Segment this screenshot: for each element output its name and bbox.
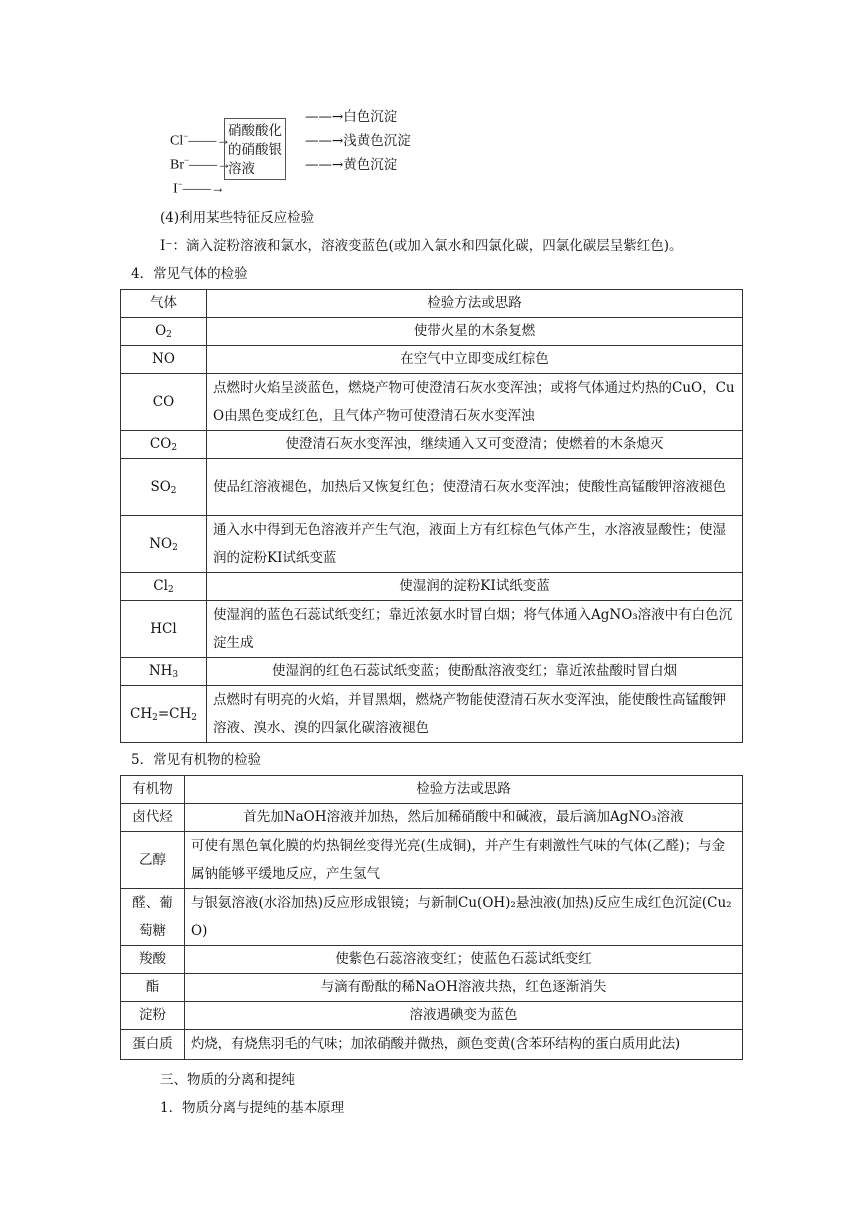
gas-formula: $NO_2$ bbox=[149, 535, 178, 553]
organic-cell: 醛、葡萄糖 bbox=[121, 889, 185, 946]
method-cell: 使品红溶液褪色，加热后又恢复红色；使澄清石灰水变浑浊；使酸性高锰酸钾溶液褪色 bbox=[207, 459, 743, 516]
method-cell: 灼烧，有烧焦羽毛的气味；加浓硝酸并微热，颜色变黄(含苯环结构的蛋白质用此法) bbox=[185, 1030, 743, 1060]
method-cell: 点燃时火焰呈淡蓝色，燃烧产物可使澄清石灰水变浑浊；或将气体通过灼热的CuO，CuO由黑色变成红色，且气体产物可使澄清石灰水变浑浊 bbox=[207, 374, 743, 431]
table-row bbox=[121, 686, 743, 743]
table-row bbox=[121, 573, 743, 601]
gas-formula: $CH_2=CH_2$ bbox=[130, 705, 197, 723]
organic-cell: 蛋白质 bbox=[121, 1030, 185, 1060]
organic-cell: 卤代烃 bbox=[121, 804, 185, 832]
header-gas: 气体 bbox=[121, 290, 207, 318]
gas-formula: $CO_2$ bbox=[149, 436, 178, 453]
method-cell: 点燃时有明亮的火焰，并冒黑烟，燃烧产物能使澄清石灰水变浑浊，能使酸性高锰酸钾溶液、溴水、溴的四氯化碳溶液褪色 bbox=[207, 686, 743, 743]
method-cell: 在空气中立即变成红棕色 bbox=[207, 346, 743, 374]
method-cell: 通入水中得到无色溶液并产生气泡，液面上方有红棕色气体产生，水溶液显酸性；使湿润的淀粉KI试纸变蓝 bbox=[207, 516, 743, 573]
gas-cell: HCl bbox=[121, 601, 207, 658]
table-row bbox=[121, 516, 743, 573]
table-row bbox=[121, 658, 743, 686]
para-iodide: I⁻：滴入淀粉溶液和氯水，溶液变蓝色(或加入氯水和四氯化碳，四氯化碳层呈紫红色)。 bbox=[160, 238, 683, 254]
gas-formula: $Cl_2$ bbox=[153, 578, 174, 595]
method-cell: 溶液遇碘变为蓝色 bbox=[185, 1002, 743, 1030]
method-cell: 与滴有酚酞的稀NaOH溶液共热，红色逐渐消失 bbox=[185, 974, 743, 1002]
gas-formula: $NH_3$ bbox=[148, 663, 179, 680]
gas-cell bbox=[121, 318, 207, 346]
table-row bbox=[121, 459, 743, 516]
gas-cell bbox=[121, 516, 207, 573]
table-row bbox=[121, 601, 743, 658]
gas-cell bbox=[121, 459, 207, 516]
table-row bbox=[121, 889, 743, 946]
table-row bbox=[121, 1030, 743, 1060]
ion-br: Br−——→ bbox=[170, 155, 232, 173]
gas-cell: NO bbox=[121, 346, 207, 374]
method-cell: 与银氨溶液(水浴加热)反应形成银镜；与新制Cu(OH)₂悬浊液(加热)反应生成红色沉淀(Cu₂O) bbox=[185, 889, 743, 946]
table-row bbox=[121, 946, 743, 974]
gas-formula: $O_2$ bbox=[155, 323, 172, 340]
reagent-box: 硝酸酸化 的硝酸银 溶液 bbox=[224, 118, 286, 180]
para-4-title: (4)利用某些特征反应检验 bbox=[160, 210, 315, 226]
method-cell: 使带火星的木条复燃 bbox=[207, 318, 743, 346]
table-row bbox=[121, 974, 743, 1002]
result-pale-yellow: ——→浅黄色沉淀 bbox=[305, 133, 411, 149]
gas-cell bbox=[121, 573, 207, 601]
ion-i: I−——→ bbox=[173, 179, 225, 197]
method-cell: 使湿润的淀粉KI试纸变蓝 bbox=[207, 573, 743, 601]
result-white: ——→白色沉淀 bbox=[305, 109, 398, 125]
header-organic: 有机物 bbox=[121, 776, 185, 804]
ion-cl: Cl−——→ bbox=[170, 131, 231, 149]
result-yellow: ——→黄色沉淀 bbox=[305, 157, 398, 173]
organic-cell: 乙醇 bbox=[121, 832, 185, 889]
header-method: 检验方法或思路 bbox=[207, 290, 743, 318]
gas-table-header bbox=[121, 290, 743, 318]
section-organic-title: 5．常见有机物的检验 bbox=[131, 752, 262, 768]
table-row bbox=[121, 318, 743, 346]
section-three-title: 三、物质的分离和提纯 bbox=[160, 1072, 295, 1088]
organic-table-header bbox=[121, 776, 743, 804]
method-cell: 使湿润的红色石蕊试纸变蓝；使酚酞溶液变红；靠近浓盐酸时冒白烟 bbox=[207, 658, 743, 686]
organic-cell: 羧酸 bbox=[121, 946, 185, 974]
organic-cell: 酯 bbox=[121, 974, 185, 1002]
method-cell: 使紫色石蕊溶液变红；使蓝色石蕊试纸变红 bbox=[185, 946, 743, 974]
gas-formula: $SO_2$ bbox=[150, 478, 177, 496]
table-row bbox=[121, 431, 743, 459]
gas-cell bbox=[121, 686, 207, 743]
header-method: 检验方法或思路 bbox=[185, 776, 743, 804]
table-row bbox=[121, 804, 743, 832]
table-row bbox=[121, 346, 743, 374]
method-cell: 可使有黑色氧化膜的灼热铜丝变得光亮(生成铜)，并产生有刺激性气味的气体(乙醛)；与金属钠能够平缓地反应，产生氢气 bbox=[185, 832, 743, 889]
gas-table bbox=[120, 289, 743, 743]
organic-table bbox=[120, 775, 743, 1060]
table-row bbox=[121, 374, 743, 431]
table-row bbox=[121, 1002, 743, 1030]
method-cell: 使湿润的蓝色石蕊试纸变红；靠近浓氨水时冒白烟；将气体通入AgNO₃溶液中有白色沉淀生成 bbox=[207, 601, 743, 658]
method-cell: 首先加NaOH溶液并加热，然后加稀硝酸中和碱液，最后滴加AgNO₃溶液 bbox=[185, 804, 743, 832]
section-three-subtitle: 1．物质分离与提纯的基本原理 bbox=[160, 1100, 345, 1116]
section-gas-title: 4．常见气体的检验 bbox=[131, 266, 248, 282]
organic-cell: 淀粉 bbox=[121, 1002, 185, 1030]
gas-cell bbox=[121, 658, 207, 686]
method-cell: 使澄清石灰水变浑浊，继续通入又可变澄清；使燃着的木条熄灭 bbox=[207, 431, 743, 459]
gas-cell bbox=[121, 431, 207, 459]
table-row bbox=[121, 832, 743, 889]
gas-cell: CO bbox=[121, 374, 207, 431]
